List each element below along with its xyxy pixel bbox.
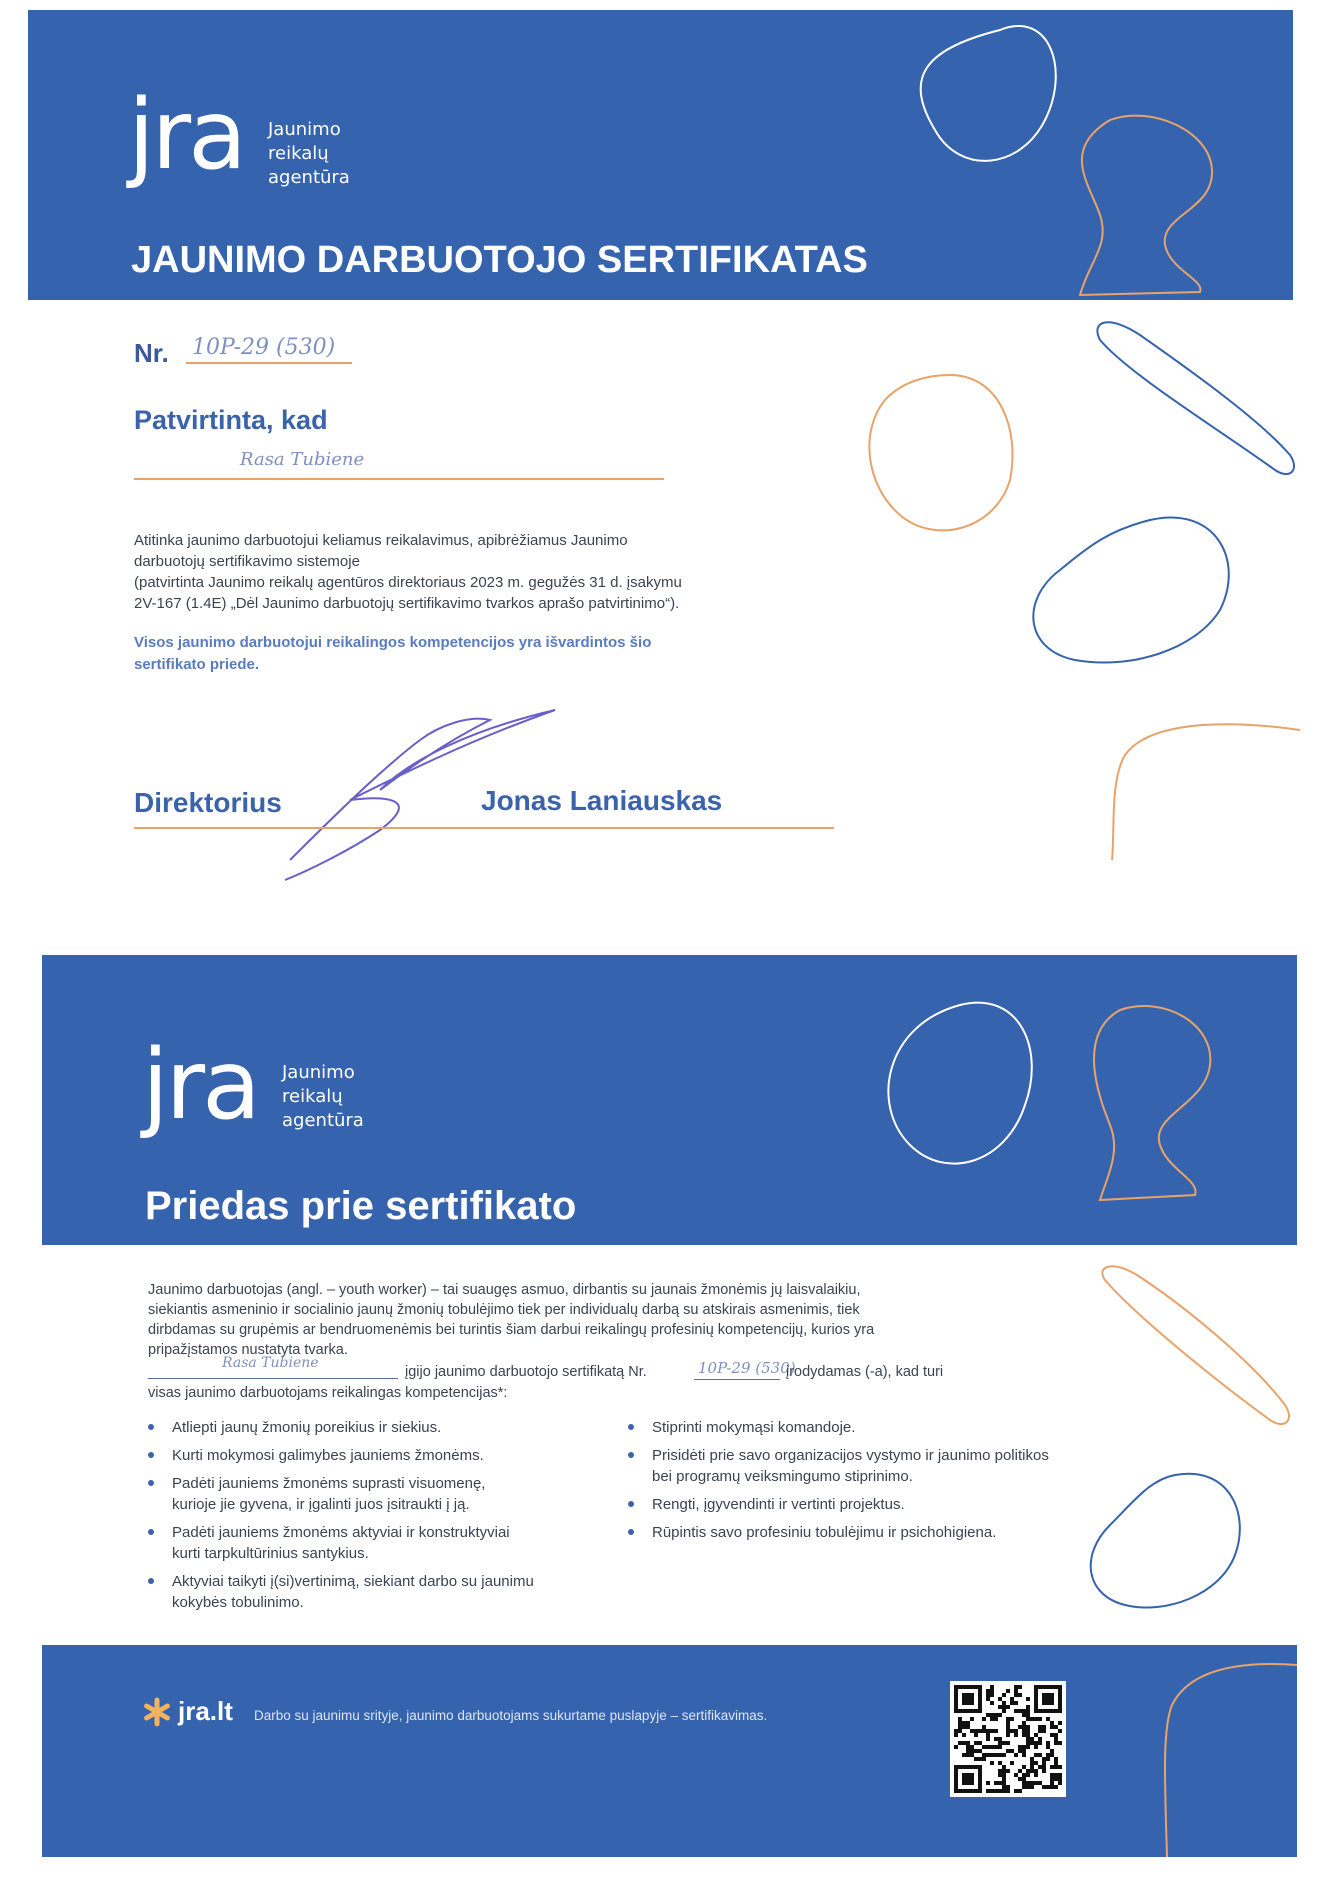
jra-logo-mark: jra — [142, 1029, 258, 1141]
annex-holder-name: Rasa Tubiene — [222, 1355, 319, 1371]
director-label: Direktorius — [134, 787, 282, 818]
acquired-text: įgijo jaunimo darbuotojo sertifikatą Nr. — [405, 1364, 647, 1380]
annex-footer-band — [42, 1645, 1297, 1857]
competency-item: Padėti jauniems žmonėms suprasti visuomenę, kurioje jie gyvena, ir įgalinti juos įsitraukti į ją. — [146, 1473, 586, 1515]
competency-item: Kurti mokymosi galimybes jauniems žmonėms. — [146, 1445, 586, 1466]
competency-item: Rūpintis savo profesiniu tobulėjimu ir psichohigiena. — [626, 1522, 1126, 1543]
footer-site-link[interactable]: jra.lt — [178, 1696, 233, 1726]
blue-blob-outline — [1033, 517, 1228, 662]
annex-number-value: 10P-29 (530) — [698, 1359, 796, 1377]
competency-item: Rengti, įgyvendinti ir vertinti projektus. — [626, 1494, 1126, 1515]
jra-logo-text: Jaunimo reikalų agentūra — [282, 1062, 364, 1131]
certificate-title: JAUNIMO DARBUOTOJO SERTIFIKATAS — [131, 239, 868, 281]
number-label: Nr. — [134, 338, 169, 368]
proving-text: įrodydamas (-a), kad turi — [786, 1364, 944, 1380]
holder-underline — [134, 478, 664, 480]
orange-arrow-outline — [1094, 1006, 1210, 1200]
competency-item: Prisidėti prie savo organizacijos vystymo ir jaunimo politikos bei programų veiksmingumo stiprinimo. — [626, 1445, 1126, 1487]
competency-item: Padėti jauniems žmonėms aktyviai ir konstruktyviai kurti tarpkultūrinius santykius. — [146, 1522, 586, 1564]
blue-blob-outline — [1091, 1474, 1240, 1608]
competency-item: Stiprinti mokymąsi komandoje. — [626, 1417, 1126, 1438]
competency-item: Atliepti jaunų žmonių poreikius ir siekius. — [146, 1417, 586, 1438]
confirmed-label: Patvirtinta, kad — [134, 405, 328, 435]
certificate-body-text: Atitinka jaunimo darbuotojui keliamus reikalavimus, apibrėžiamus Jaunimo darbuotojų sertifikavimo sistemoje (patvirtinta Jaunimo reikalų agentūros direktoriaus 2023 m. gegužės 31 d. įsakymu 2V-167 (1.4E) „Dėl Jaunimo darbuotojų sertifikavimo tvarkos aprašo patvirtinimo“). — [134, 532, 682, 612]
annex-intro: Jaunimo darbuotojas (angl. – youth worker) – tai suaugęs asmuo, dirbantis su jaunais žmonėmis jų laisvalaikiu, siekiantis asmeninio ir socialinio jaunų žmonių tobulėjimo tiek per individualų darbą su atskirais asmenimis, tiek dirbdamas su grupėmis ar bendruomenėmis bei turintis šiam darbui reikalingų profesinių kompetencijų, kurios yra pripažįstamos nustatyta tvarka. — [148, 1282, 875, 1358]
orange-arrow-outline — [1080, 116, 1212, 295]
jra-logo-text: Jaunimo reikalų agentūra — [268, 119, 350, 188]
competency-item: Aktyviai taikyti į(si)vertinimą, siekiant darbo su jaunimu kokybės tobulinimo. — [146, 1571, 586, 1613]
white-blob-outline — [921, 26, 1056, 161]
orange-wedge-outline — [1102, 1266, 1289, 1424]
certificate-page — [0, 0, 1324, 935]
footer-star-icon — [142, 1697, 172, 1727]
qr-code — [950, 1681, 1066, 1797]
white-blob-outline — [888, 1003, 1031, 1164]
annex-title: Priedas prie sertifikato — [145, 1184, 577, 1228]
jra-logo-mark: jra — [128, 79, 244, 191]
orange-circle-outline — [869, 375, 1012, 530]
orange-corner-outline — [1137, 1645, 1297, 1857]
holder-name: Rasa Tubiene — [240, 449, 365, 470]
footer-text: Darbo su jaunimu srityje, jaunimo darbuotojams sukurtame puslapyje – sertifikavimas. — [254, 1708, 768, 1723]
orange-corner-outline — [1112, 724, 1300, 860]
competencies-note: Visos jaunimo darbuotojui reikalingos kompetencijos yra išvardintos šio sertifikato priede. — [134, 634, 652, 673]
all-competencies-line: visas jaunimo darbuotojams reikalingas kompetencijas*: — [148, 1385, 508, 1401]
director-name: Jonas Laniauskas — [481, 785, 723, 816]
certificate-number-value: 10P-29 (530) — [192, 335, 336, 360]
director-underline — [134, 827, 834, 829]
qr-code-icon — [950, 1681, 1066, 1797]
annex-page — [0, 955, 1324, 1885]
number-underline — [186, 362, 352, 364]
blue-wedge-outline — [1097, 322, 1294, 474]
